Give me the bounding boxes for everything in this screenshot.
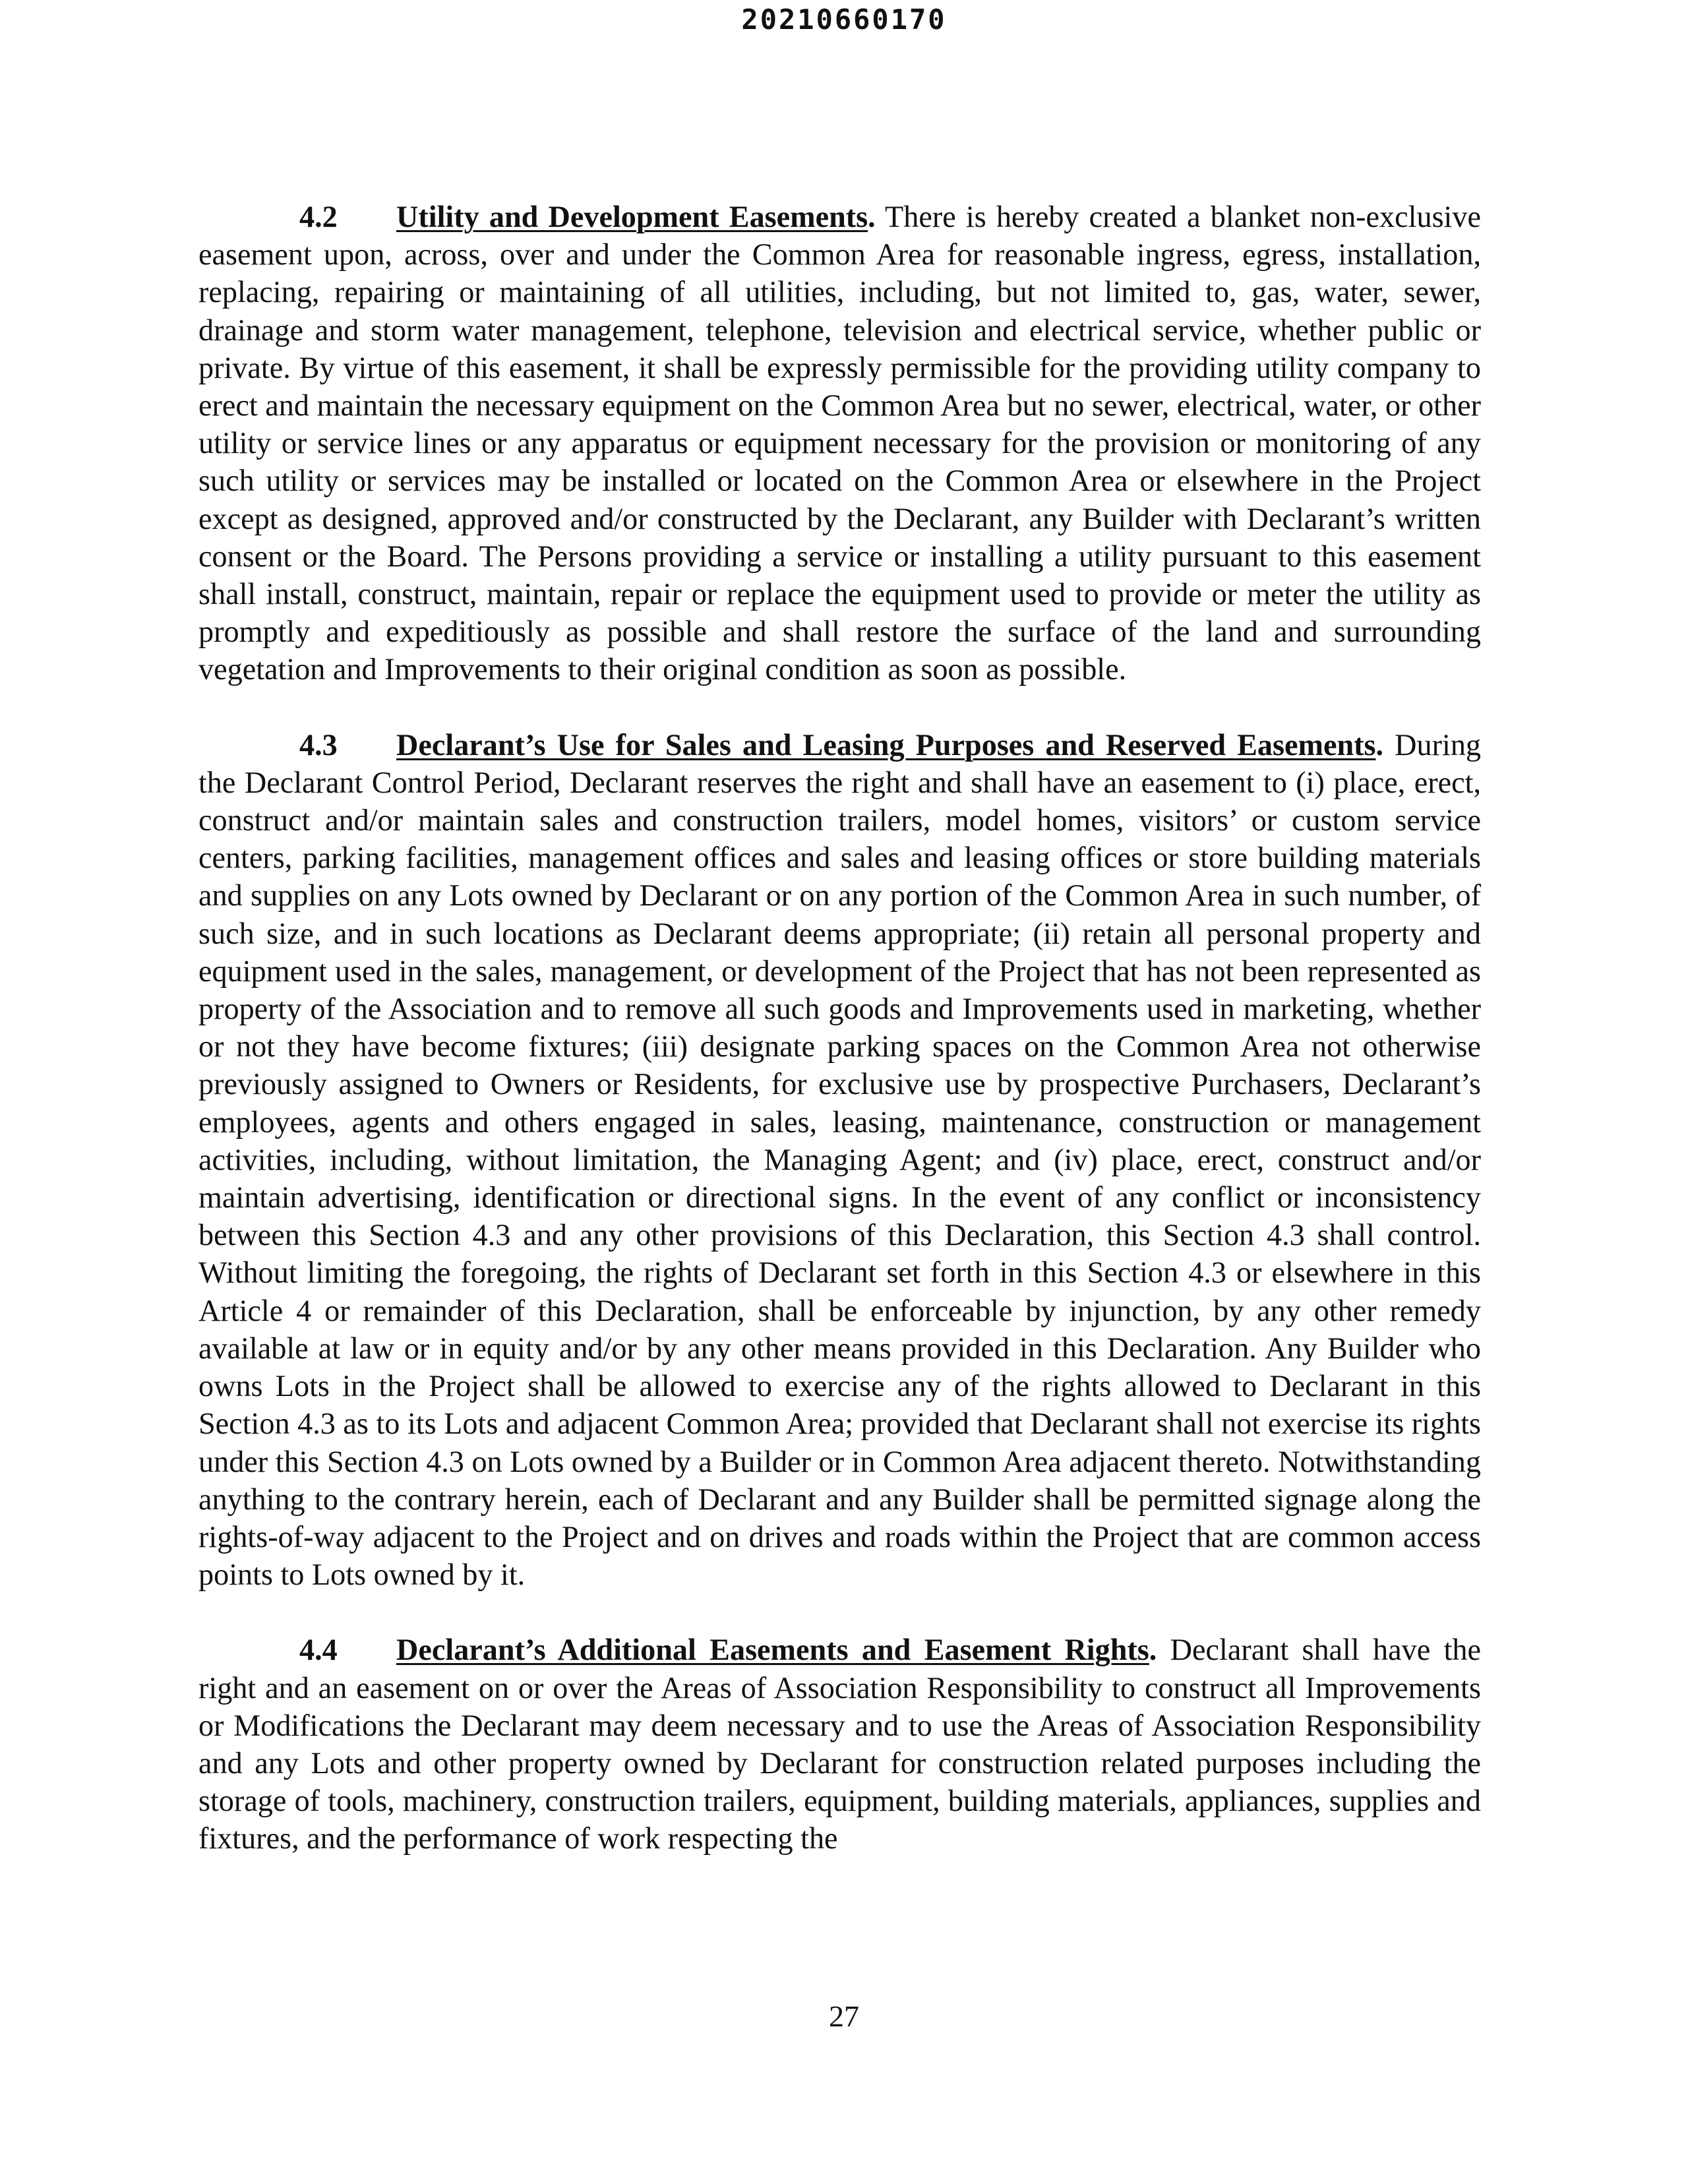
section-4-3 xyxy=(198,726,1481,1594)
section-body: During the Declarant Control Period, Declarant reserves the right and shall have an easement to (i) place, erect, construct and/or maintain sales and construction trailers, model homes, visitors’ or custom service centers, parking facilities, management offices and sales and leasing offices or store building materials and supplies on any Lots owned by Declarant or on any portion of the Common Area in such number, of such size, and in such locations as Declarant deems appropriate; (ii) retain all personal property and equipment used in the sales, management, or development of the Project that has not been represented as property of the Association and to remove all such goods and Improvements used in marketing, whether or not they have become fixtures; (iii) designate parking spaces on the Common Area not otherwise previously assigned to Owners or Residents, for exclusive use by prospective Purchasers, Declarant’s employees, agents and others engaged in sales, leasing, maintenance, construction or management activities, including, without limitation, the Managing Agent; and (iv) place, erect, construct and/or maintain advertising, identification or directional signs. In the event of any conflict or inconsistency between this Section 4.3 and any other provisions of this Declaration, this Section 4.3 shall control. Without limiting the foregoing, the rights of Declarant set forth in this Section 4.3 or elsewhere in this Article 4 or remainder of this Declaration, shall be enforceable by injunction, by any other remedy available at law or in equity and/or by any other means provided in this Declaration. Any Builder who owns Lots in the Project shall be allowed to exercise any of the rights allowed to Declarant in this Section 4.3 as to its Lots and adjacent Common Area; provided that Declarant shall not exercise its rights under this Section 4.3 on Lots owned by a Builder or in Common Area adjacent thereto. Notwithstanding anything to the contrary herein, each of Declarant and any Builder shall be permitted signage along the rights-of-way adjacent to the Project and on drives and roads within the Project that are common access points to Lots owned by it. xyxy=(198,727,1482,1592)
section-title: Utility and Development Easements xyxy=(396,200,868,233)
section-title-punct: . xyxy=(1149,1633,1157,1667)
section-number: 4.3 xyxy=(299,727,338,762)
section-title-punct: . xyxy=(868,200,876,233)
section-number: 4.4 xyxy=(299,1633,338,1667)
section-title: Declarant’s Additional Easements and Easement Rights xyxy=(396,1633,1149,1667)
section-4-4 xyxy=(198,1631,1481,1857)
section-4-2 xyxy=(198,198,1481,688)
document-body xyxy=(198,198,1481,1895)
section-body: Declarant shall have the right and an easement on or over the Areas of Association Responsibility to construct all Improvements or Modifications the Declarant may deem necessary and to use the Areas of Association Responsibility and any Lots and other property owned by Declarant for construction related purposes including the storage of tools, machinery, construction trailers, equipment, building materials, appliances, supplies and fixtures, and the performance of work respecting the xyxy=(198,1633,1481,1856)
page-number: 27 xyxy=(829,1999,859,2033)
section-number: 4.2 xyxy=(299,200,338,233)
section-body: There is hereby created a blanket non-exclusive easement upon, across, over and under the Common Area for reasonable ingress, egress, installation, replacing, repairing or maintaining of all utilities, including, but not limited to, gas, water, sewer, drainage and storm water management, telephone, television and electrical service, whether public or private. By virtue of this easement, it shall be expressly permissible for the providing utility company to erect and maintain the necessary equipment on the Common Area but no sewer, electrical, water, or other utility or service lines or any apparatus or equipment necessary for the provision or monitoring of any such utility or services may be installed or located on the Common Area or elsewhere in the Project except as designed, approved and/or constructed by the Declarant, any Builder with Declarant’s written consent or the Board. The Persons providing a service or installing a utility pursuant to this easement shall install, construct, maintain, repair or replace the equipment used to provide or meter the utility as promptly and expeditiously as possible and shall restore the surface of the land and surrounding vegetation and Improvements to their original condition as soon as possible. xyxy=(198,200,1481,686)
section-title: Declarant’s Use for Sales and Leasing Purposes and Reserved Easements xyxy=(396,727,1376,762)
document-number: 20210660170 xyxy=(741,3,947,36)
section-title-punct: . xyxy=(1375,727,1384,762)
